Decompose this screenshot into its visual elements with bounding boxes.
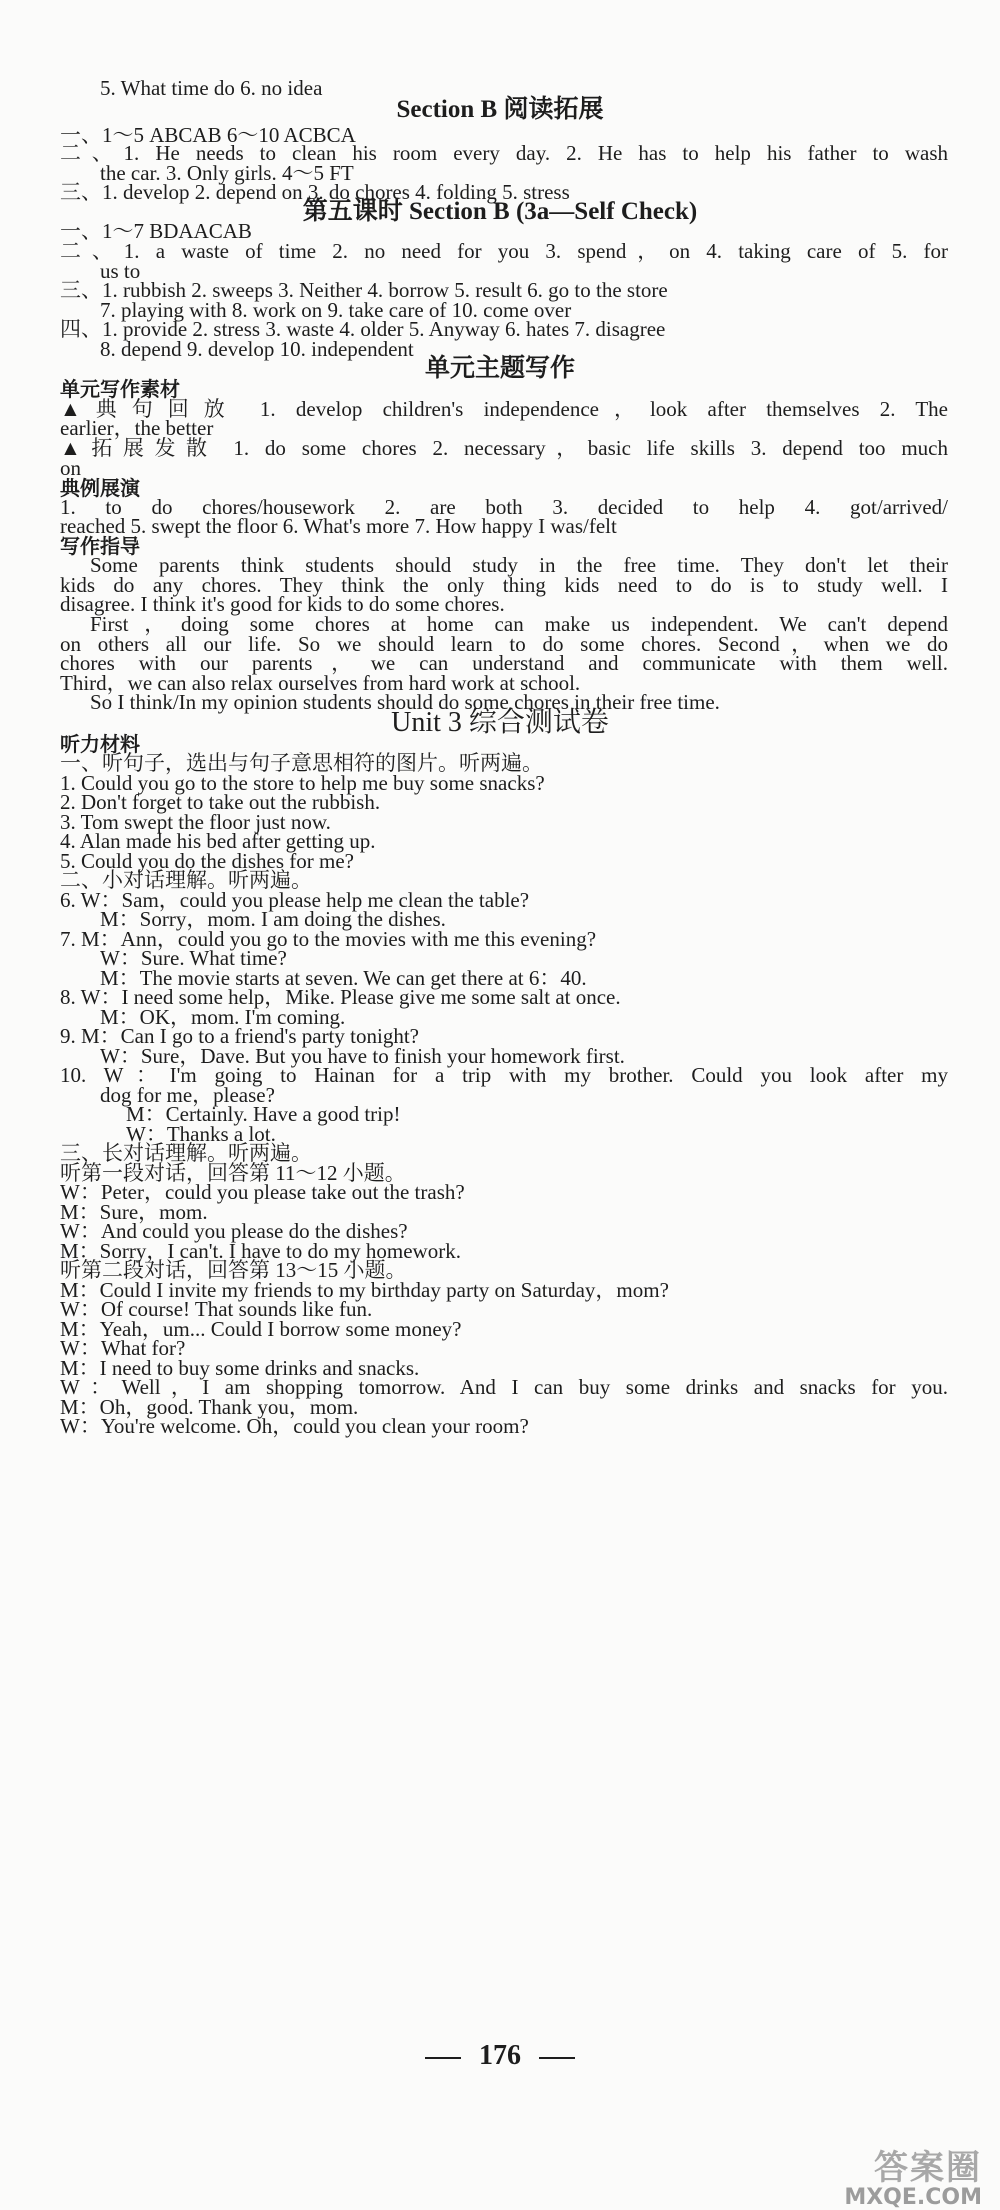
subheading: 单元写作素材	[60, 377, 180, 401]
text-line: on others all our life. So we should learn to do some chores. Second，when we do	[60, 632, 948, 656]
text-line: 一、听句子，选出与句子意思相符的图片。听两遍。	[60, 751, 543, 775]
text-line: 1. Could you go to the store to help me buy some snacks?	[60, 771, 545, 795]
text-line: chores with our parents，we can understand and communicate with them well.	[60, 651, 948, 675]
text-line: ▲典句回放 1. develop children's independence，look after themselves 2. The	[60, 397, 948, 421]
watermark-logo: 答案圈	[874, 2148, 982, 2188]
text-line: 二、1. a waste of time 2. no need for you 3. spend，on 4. taking care of 5. for	[60, 239, 948, 263]
text-line: 7. M：Ann，could you go to the movies with me this evening?	[60, 927, 597, 951]
unit-test-heading: Unit 3 综合测试卷	[391, 707, 609, 738]
text-line: 3. Tom swept the floor just now.	[60, 810, 331, 834]
text-line: 二、1. He needs to clean his room every day. 2. He has to help his father to wash	[60, 141, 948, 165]
text-line: M：Oh，good. Thank you，mom.	[60, 1395, 359, 1419]
text-line: 三、1. develop 2. depend on 3. do chores 4. folding 5. stress	[60, 180, 570, 204]
text-line: 7. playing with 8. work on 9. take care of 10. come over	[100, 298, 572, 322]
text-line: 三、长对话理解。听两遍。	[60, 1141, 312, 1165]
text-line: reached 5. swept the floor 6. What's more 7. How happy I was/felt	[60, 514, 617, 538]
watermark	[844, 2140, 982, 2210]
text-line: 一、1～5 ABCAB 6～10 ACBCA	[60, 123, 356, 147]
subheading: 听力材料	[60, 732, 140, 756]
text-line: M：Sorry，I can't. I have to do my homework.	[60, 1239, 461, 1263]
text-line: 5. What time do 6. no idea	[100, 76, 323, 100]
text-line: W：Thanks a lot.	[126, 1122, 276, 1146]
text-line: M：Sure，mom.	[60, 1200, 208, 1224]
text-line: 一、1～7 BDAACAB	[60, 219, 252, 243]
text-line: us to	[100, 259, 141, 283]
text-line: Third，we can also relax ourselves from hard work at school.	[60, 671, 581, 695]
text-line: 6. W：Sam，could you please help me clean the table?	[60, 888, 530, 912]
text-line: Some parents think students should study in the free time. They don't let their	[90, 553, 948, 577]
text-line: on	[60, 456, 81, 480]
text-line: M：I need to buy some drinks and snacks.	[60, 1356, 420, 1380]
text-line: 二、小对话理解。听两遍。	[60, 868, 312, 892]
text-line: W：What for?	[60, 1336, 186, 1360]
page-number	[0, 2040, 1000, 2072]
text-line: W：Well，I am shopping tomorrow. And I can buy some drinks and snacks for you.	[60, 1375, 948, 1399]
text-line: W：Peter，could you please take out the trash?	[60, 1180, 465, 1204]
text-line: W：Of course! That sounds like fun.	[60, 1297, 373, 1321]
text-line: 8. W：I need some help，Mike. Please give me some salt at once.	[60, 985, 621, 1009]
dash-right	[539, 2057, 575, 2059]
text-line: disagree. I think it's good for kids to do some chores.	[60, 592, 505, 616]
text-line: 听第二段对话，回答第 13～15 小题。	[60, 1258, 407, 1282]
text-line: W：And could you please do the dishes?	[60, 1219, 408, 1243]
text-line: the car. 3. Only girls. 4～5 FT	[100, 161, 354, 185]
text-line: 1. to do chores/housework 2. are both 3. decided to help 4. got/arrived/	[60, 495, 948, 519]
text-line: 三、1. rubbish 2. sweeps 3. Neither 4. borrow 5. result 6. go to the store	[60, 278, 668, 302]
text-line: 8. depend 9. develop 10. independent	[100, 337, 414, 361]
text-line: M：Yeah，um... Could I borrow some money?	[60, 1317, 462, 1341]
text-line: 听第一段对话，回答第 11～12 小题。	[60, 1161, 406, 1185]
text-line: 4. Alan made his bed after getting up.	[60, 829, 376, 853]
section-heading: 单元主题写作	[424, 355, 575, 382]
subheading: 典例展演	[60, 476, 140, 500]
watermark-url: MXQE.COM	[844, 2185, 982, 2210]
text-line: First，doing some chores at home can make us independent. We can't depend	[90, 612, 948, 636]
text-line: earlier，the better	[60, 416, 214, 440]
text-line: M：OK，mom. I'm coming.	[100, 1005, 346, 1029]
text-line: W：You're welcome. Oh，could you clean your room?	[60, 1414, 529, 1438]
text-line: kids do any chores. They think the only thing kids need to do is to study well. I	[60, 573, 948, 597]
text-line: 10. W：I'm going to Hainan for a trip with my brother. Could you look after my	[60, 1063, 948, 1087]
dash-left	[425, 2057, 461, 2059]
text-line: 2. Don't forget to take out the rubbish.	[60, 790, 381, 814]
text-line: W：Sure，Dave. But you have to finish your homework first.	[100, 1044, 625, 1068]
text-line: M：Certainly. Have a good trip!	[126, 1102, 401, 1126]
subheading: 写作指导	[60, 534, 140, 558]
text-line: 四、1. provide 2. stress 3. waste 4. older 5. Anyway 6. hates 7. disagree	[60, 317, 666, 341]
section-heading: Section B 阅读拓展	[396, 96, 604, 123]
text-line: M：The movie starts at seven. We can get there at 6：40.	[100, 966, 587, 990]
text-line: 5. Could you do the dishes for me?	[60, 849, 354, 873]
text-line: So I think/In my opinion students should do some chores in their free time.	[90, 690, 720, 714]
lesson-heading: 第五课时 Section B (3a—Self Check)	[302, 198, 698, 225]
text-line: M：Could I invite my friends to my birthday party on Saturday，mom?	[60, 1278, 669, 1302]
page-number-value: 176	[479, 2040, 521, 2071]
text-line: 9. M：Can I go to a friend's party tonight?	[60, 1024, 419, 1048]
text-line: dog for me，please?	[100, 1083, 275, 1107]
text-line: ▲拓展发散 1. do some chores 2. necessary，basic life skills 3. depend too much	[60, 436, 948, 460]
text-line: W：Sure. What time?	[100, 946, 287, 970]
text-line: M：Sorry，mom. I am doing the dishes.	[100, 907, 446, 931]
